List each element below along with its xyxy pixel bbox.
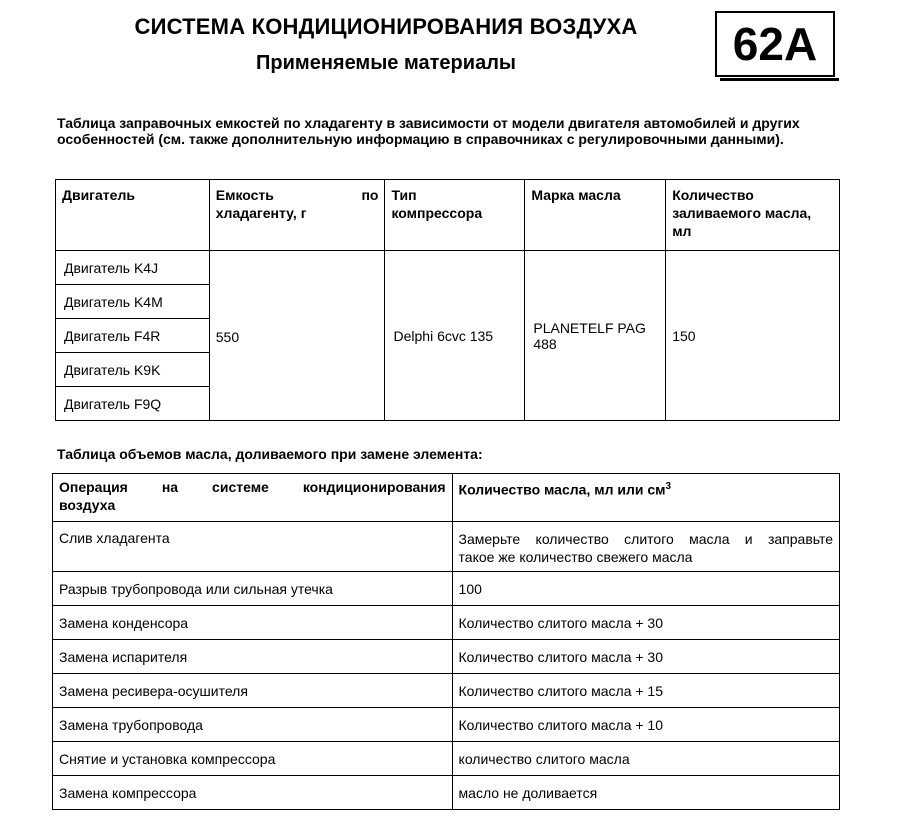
table2-header-row: [53, 474, 840, 522]
engine-cell: Двигатель F4R: [56, 319, 210, 353]
table-row: [53, 776, 840, 810]
oil-top-up-table: [52, 473, 840, 810]
operation-cell: Замена конденсора: [53, 606, 453, 640]
col-compressor: Тип компрессора: [385, 180, 525, 251]
col-oil-quantity: Количество заливаемого масла, мл: [666, 180, 840, 251]
quantity-cell: масло не доливается: [452, 776, 839, 810]
table-row: [53, 640, 840, 674]
quantity-cell: Количество слитого масла + 10: [452, 708, 839, 742]
col-operation: Операция на системе кондиционирования воздуха: [53, 474, 453, 522]
compressor-cell: Delphi 6cvc 135: [385, 251, 525, 421]
quantity-cell: Замерьте количество слитого масла и заправьте такое же количество свежего масла: [452, 522, 839, 572]
refrigerant-capacity-table: [55, 179, 840, 421]
quantity-cell: Количество слитого масла + 30: [452, 606, 839, 640]
operation-cell: Замена трубопровода: [53, 708, 453, 742]
engine-cell: Двигатель K4J: [56, 251, 210, 285]
operation-cell: Снятие и установка компрессора: [53, 742, 453, 776]
table-row: [53, 522, 840, 572]
table-row: [56, 251, 840, 285]
quantity-cell: Количество слитого масла + 30: [452, 640, 839, 674]
engine-cell: Двигатель K9K: [56, 353, 210, 387]
col-engine: Двигатель: [56, 180, 210, 251]
table-row: [53, 606, 840, 640]
oil-quantity-cell: 150: [666, 251, 840, 421]
page-subtitle: Применяемые материалы: [256, 52, 516, 74]
col-oil-brand: Марка масла: [525, 180, 666, 251]
engine-cell: Двигатель F9Q: [56, 387, 210, 421]
section-code: 62A: [732, 18, 818, 70]
operation-cell: Слив хладагента: [53, 522, 453, 572]
table-row: [53, 572, 840, 606]
engine-cell: Двигатель K4M: [56, 285, 210, 319]
quantity-cell: 100: [452, 572, 839, 606]
section-code-box: [715, 11, 835, 77]
operation-cell: Замена компрессора: [53, 776, 453, 810]
quantity-cell: количество слитого масла: [452, 742, 839, 776]
col-oil-amount: Количество масла, мл или $см^3$: [452, 474, 839, 522]
table1-caption: Таблица заправочных емкостей по хладагенту в зависимости от модели двигателя автомобилей и других особенностей (см. также дополнительную информацию в справочниках с регулировочными данными).: [57, 115, 800, 147]
page-title: СИСТЕМА КОНДИЦИОНИРОВАНИЯ ВОЗДУХА: [134, 14, 638, 39]
operation-cell: Замена ресивера-осушителя: [53, 674, 453, 708]
table1-header-row: [56, 180, 840, 251]
table-row: [53, 742, 840, 776]
table-row: [53, 708, 840, 742]
capacity-cell: 550: [209, 251, 385, 421]
operation-cell: Замена испарителя: [53, 640, 453, 674]
col-capacity: Емкость по хладагенту, г: [209, 180, 385, 251]
table2-caption: Таблица объемов масла, доливаемого при замене элемента:: [57, 446, 483, 462]
operation-cell: Разрыв трубопровода или сильная утечка: [53, 572, 453, 606]
oil-brand-cell: PLANETELF PAG 488: [525, 251, 666, 421]
quantity-cell: Количество слитого масла + 15: [452, 674, 839, 708]
table-row: [53, 674, 840, 708]
